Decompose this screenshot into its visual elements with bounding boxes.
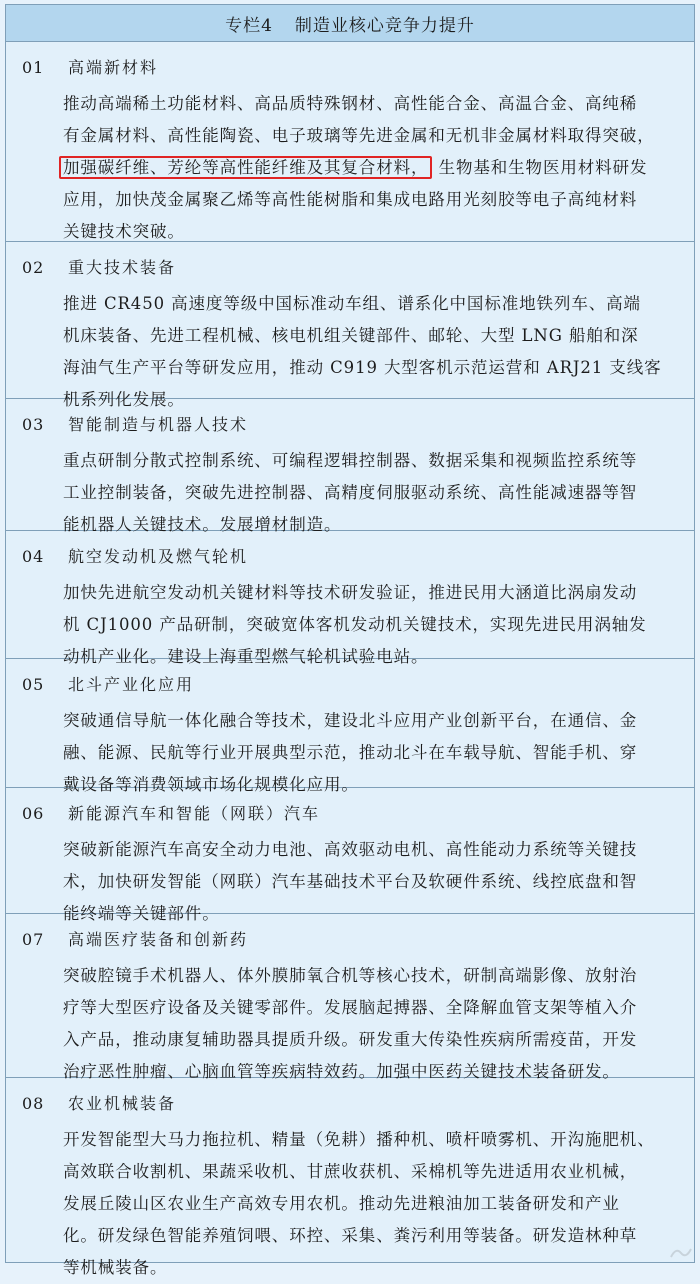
text-line: 发展丘陵山区农业生产高效专用农机。推动先进粮油加工装备研发和产业 bbox=[63, 1188, 691, 1220]
section-number: 02 bbox=[22, 258, 68, 277]
section-heading bbox=[22, 672, 194, 695]
section-heading bbox=[22, 412, 248, 435]
text-line: 入产品，推动康复辅助器具提质升级。研发重大传染性疾病所需疫苗，开发 bbox=[63, 1024, 691, 1056]
section-text bbox=[63, 960, 691, 1088]
section-number: 04 bbox=[22, 547, 68, 566]
text-line: 突破新能源汽车高安全动力电池、高效驱动电机、高性能动力系统等关键技 bbox=[63, 834, 691, 866]
section-number: 08 bbox=[22, 1094, 68, 1113]
section-05 bbox=[6, 659, 694, 788]
text-line: 动机产业化。建设上海重型燃气轮机试验电站。 bbox=[63, 641, 691, 673]
text-line: 疗等大型医疗设备及关键零部件。发展脑起搏器、全降解血管支架等植入介 bbox=[63, 992, 691, 1024]
section-title: 新能源汽车和智能（网联）汽车 bbox=[68, 801, 320, 824]
text-line: 工业控制装备，突破先进控制器、高精度伺服驱动系统、高性能减速器等智 bbox=[63, 477, 691, 509]
section-title: 农业机械装备 bbox=[68, 1091, 176, 1114]
text-line-rest: 生物基和生物医用材料研发 bbox=[439, 158, 648, 177]
text-line: 融、能源、民航等行业开展典型示范，推动北斗在车载导航、智能手机、穿 bbox=[63, 737, 691, 769]
text-line: 戴设备等消费领域市场化规模化应用。 bbox=[63, 769, 691, 801]
column-label: 专栏4 bbox=[225, 11, 273, 36]
section-07 bbox=[6, 914, 694, 1078]
text-line: 加快先进航空发动机关键材料等技术研发验证，推进民用大涵道比涡扇发动 bbox=[63, 577, 691, 609]
section-heading bbox=[22, 1091, 176, 1114]
section-text bbox=[63, 1124, 691, 1284]
text-line: 应用，加快茂金属聚乙烯等高性能树脂和集成电路用光刻胶等电子高纯材料 bbox=[63, 184, 691, 216]
section-heading bbox=[22, 544, 248, 567]
section-title: 航空发动机及燃气轮机 bbox=[68, 544, 248, 567]
section-number: 05 bbox=[22, 675, 68, 694]
section-02 bbox=[6, 242, 694, 399]
text-line: 有金属材料、高性能陶瓷、电子玻璃等先进金属和无机非金属材料取得突破， bbox=[63, 120, 691, 152]
text-line: 突破腔镜手术机器人、体外膜肺氧合机等核心技术，研制高端影像、放射治 bbox=[63, 960, 691, 992]
text-line: 治疗恶性肿瘤、心脑血管等疾病特效药。加强中医药关键技术装备研发。 bbox=[63, 1056, 691, 1088]
section-text bbox=[63, 288, 691, 416]
text-line: 关键技术突破。 bbox=[63, 216, 691, 248]
text-line: 海油气生产平台等研发应用，推动 C919 大型客机示范运营和 ARJ21 支线客 bbox=[63, 352, 691, 384]
text-line: 推进 CR450 高速度等级中国标准动车组、谱系化中国标准地铁列车、高端 bbox=[63, 288, 691, 320]
section-title: 北斗产业化应用 bbox=[68, 672, 194, 695]
section-title: 高端新材料 bbox=[68, 55, 158, 78]
text-line: 能机器人关键技术。发展增材制造。 bbox=[63, 509, 691, 541]
section-01 bbox=[6, 42, 694, 242]
text-line: 能终端等关键部件。 bbox=[63, 898, 691, 930]
text-line: 推动高端稀土功能材料、高品质特殊钢材、高性能合金、高温合金、高纯稀 bbox=[63, 88, 691, 120]
highlight-line bbox=[63, 152, 691, 184]
column-box bbox=[5, 4, 695, 1263]
text-line: 机系列化发展。 bbox=[63, 384, 691, 416]
section-number: 01 bbox=[22, 58, 68, 77]
section-title: 智能制造与机器人技术 bbox=[68, 412, 248, 435]
text-line: 术，加快研发智能（网联）汽车基础技术平台及软硬件系统、线控底盘和智 bbox=[63, 866, 691, 898]
text-line: 化。研发绿色智能养殖饲喂、环控、采集、粪污利用等装备。研发造林种草 bbox=[63, 1220, 691, 1252]
section-number: 06 bbox=[22, 804, 68, 823]
text-line: 高效联合收割机、果蔬采收机、甘蔗收获机、采棉机等先进适用农业机械， bbox=[63, 1156, 691, 1188]
section-number: 07 bbox=[22, 930, 68, 949]
section-title: 高端医疗装备和创新药 bbox=[68, 927, 248, 950]
section-06 bbox=[6, 788, 694, 914]
section-heading bbox=[22, 255, 176, 278]
red-highlight-box: 加强碳纤维、芳纶等高性能纤维及其复合材料， bbox=[59, 156, 432, 179]
column-title: 制造业核心竞争力提升 bbox=[295, 11, 475, 36]
text-line: 机 CJ1000 产品研制，突破宽体客机发动机关键技术，实现先进民用涡轴发 bbox=[63, 609, 691, 641]
section-heading bbox=[22, 801, 320, 824]
text-line: 突破通信导航一体化融合等技术，建设北斗应用产业创新平台，在通信、金 bbox=[63, 705, 691, 737]
text-line: 等机械装备。 bbox=[63, 1252, 691, 1284]
section-04 bbox=[6, 531, 694, 659]
section-title: 重大技术装备 bbox=[68, 255, 176, 278]
section-heading bbox=[22, 55, 158, 78]
section-text bbox=[63, 705, 691, 801]
text-line: 重点研制分散式控制系统、可编程逻辑控制器、数据采集和视频监控系统等 bbox=[63, 445, 691, 477]
section-03 bbox=[6, 399, 694, 531]
section-08 bbox=[6, 1078, 694, 1262]
text-line: 机床装备、先进工程机械、核电机组关键部件、邮轮、大型 LNG 船舶和深 bbox=[63, 320, 691, 352]
section-number: 03 bbox=[22, 415, 68, 434]
watermark-icon bbox=[668, 1245, 694, 1261]
column-header bbox=[6, 5, 694, 42]
text-line: 开发智能型大马力拖拉机、精量（免耕）播种机、喷杆喷雾机、开沟施肥机、 bbox=[63, 1124, 691, 1156]
section-text bbox=[63, 445, 691, 541]
section-heading bbox=[22, 927, 248, 950]
section-text bbox=[63, 88, 691, 248]
